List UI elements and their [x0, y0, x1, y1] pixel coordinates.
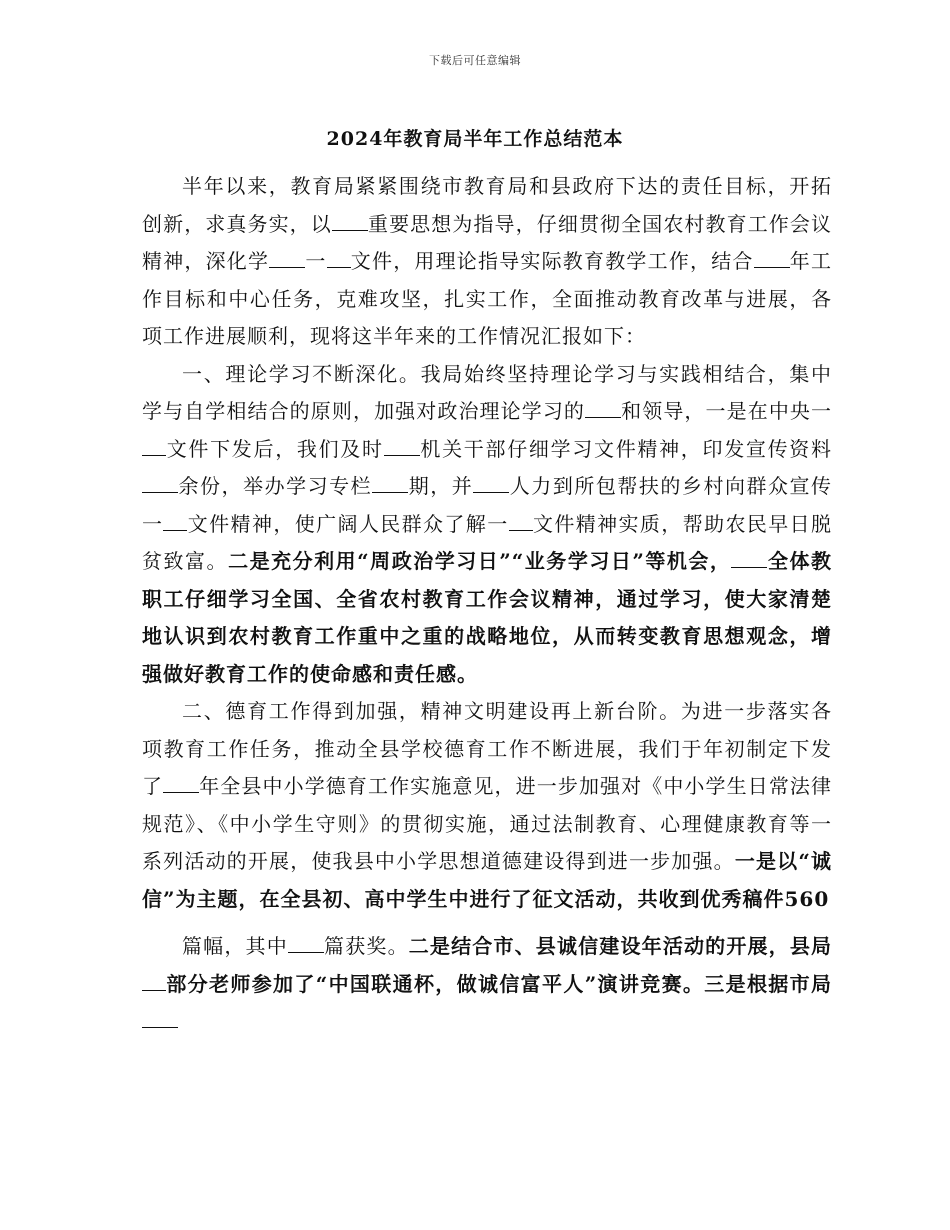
section-2-text-2: 年全县中小学德育工作实施意见，进一步加强对《中小学生日常法律规范》、《中小学生守则》的贯彻实施，通过法制教育、心理健康教育等一系列活动的开展，使我县中小学思想道德建设得到进一步加强。	[142, 774, 833, 873]
section-1-text-3: 文件下发后，我们及时	[166, 436, 384, 461]
intro-text-4: 文件，用理论指导实际教育教学工作，结合	[350, 249, 754, 273]
section-1-paragraph	[142, 356, 832, 694]
blank-line	[142, 474, 178, 493]
blank-line	[327, 249, 351, 268]
section-3-text-1: 篇幅，其中	[182, 934, 288, 958]
section-1-text-9: 文件精神实质，帮助农民早日脱贫致富。	[142, 511, 833, 573]
section-1-text-5: 余份，举办学习专栏	[178, 474, 373, 498]
document-title: 2024年教育局半年工作总结范本	[326, 128, 624, 150]
section-2-text-1: 二、德育工作得到加强，精神文明建设再上新台阶。为进一步落实各项教育工作任务，推动全县学校德育工作不断进展，我们于年初制定下发了	[142, 699, 832, 798]
section-1-bold-1: 二是充分利用“周政治学习日”“业务学习日”等机会，	[228, 549, 732, 573]
section-2-bold-1: 一是以“诚信”为主题，在全县初、高中学生中进行了征文活动，共收到优秀稿件560	[142, 849, 833, 911]
section-1-bold-2: 全体教职工仔细学习全国、全省农村教育工作会议精神，通过学习，使大家清楚地认识到农村教育工作重中之重的战略地位，从而转变教育思想观念，增强做好教育工作的使命感和责任感。	[142, 549, 832, 686]
blank-line	[754, 249, 790, 268]
blank-line	[163, 774, 199, 793]
blank-line	[509, 512, 533, 531]
blank-line	[142, 1009, 178, 1028]
blank-line	[731, 549, 767, 568]
intro-text-1: 半年以来，教育局紧紧围绕市教育局和县政府下达的责任目标，开拓创新，求真务实，以	[142, 174, 832, 236]
document-body	[142, 168, 832, 1041]
section-3-bold-1: 二是结合市、县诚信建设年活动的开展，县局	[408, 934, 833, 958]
blank-line	[163, 512, 187, 531]
intro-paragraph	[142, 168, 832, 356]
section-1-text-1: 一、理论学习不断深化。我局始终坚持理论学习与实践相结合，集中学与自学相结合的原则，加强对政治理论学习的	[142, 361, 832, 423]
blank-line	[142, 972, 166, 991]
section-3-text-2: 篇获奖。	[323, 934, 409, 958]
blank-line	[384, 437, 420, 456]
blank-line	[142, 437, 166, 456]
blank-line	[288, 934, 324, 953]
section-1-text-2: 和领导，一是在中央一	[621, 399, 833, 423]
intro-text-3: 一	[305, 249, 327, 273]
intro-text-2: 重要思想为指导，仔细贯彻全国农村教育工作会议精神，深化学	[142, 211, 833, 273]
section-3-paragraph	[142, 928, 832, 1041]
section-1-text-6: 期，并	[408, 474, 474, 498]
blank-line	[372, 474, 408, 493]
section-3-bold-2: 部分老师参加了“中国联通杯，做诚信富平人”演讲竞赛。三是根据市局	[166, 971, 832, 996]
blank-line	[473, 474, 509, 493]
intro-text-5: 年工作目标和中心任务，克难攻坚，扎实工作，全面推动教育改革与进展，各项工作进展顺利，现将这半年来的工作情况汇报如下：	[142, 249, 833, 348]
blank-line	[585, 399, 621, 418]
section-2-paragraph	[142, 693, 832, 918]
section-1-text-7: 人力到所包帮扶的乡村向群众宣传一	[142, 474, 833, 536]
section-1-text-4: 机关干部仔细学习文件精神，印发宣传资料	[419, 436, 833, 461]
blank-line	[332, 212, 368, 231]
header-note: 下载后可任意编辑	[429, 54, 521, 67]
section-1-text-8: 文件精神，使广阔人民群众了解一	[187, 511, 509, 536]
blank-line	[269, 249, 305, 268]
